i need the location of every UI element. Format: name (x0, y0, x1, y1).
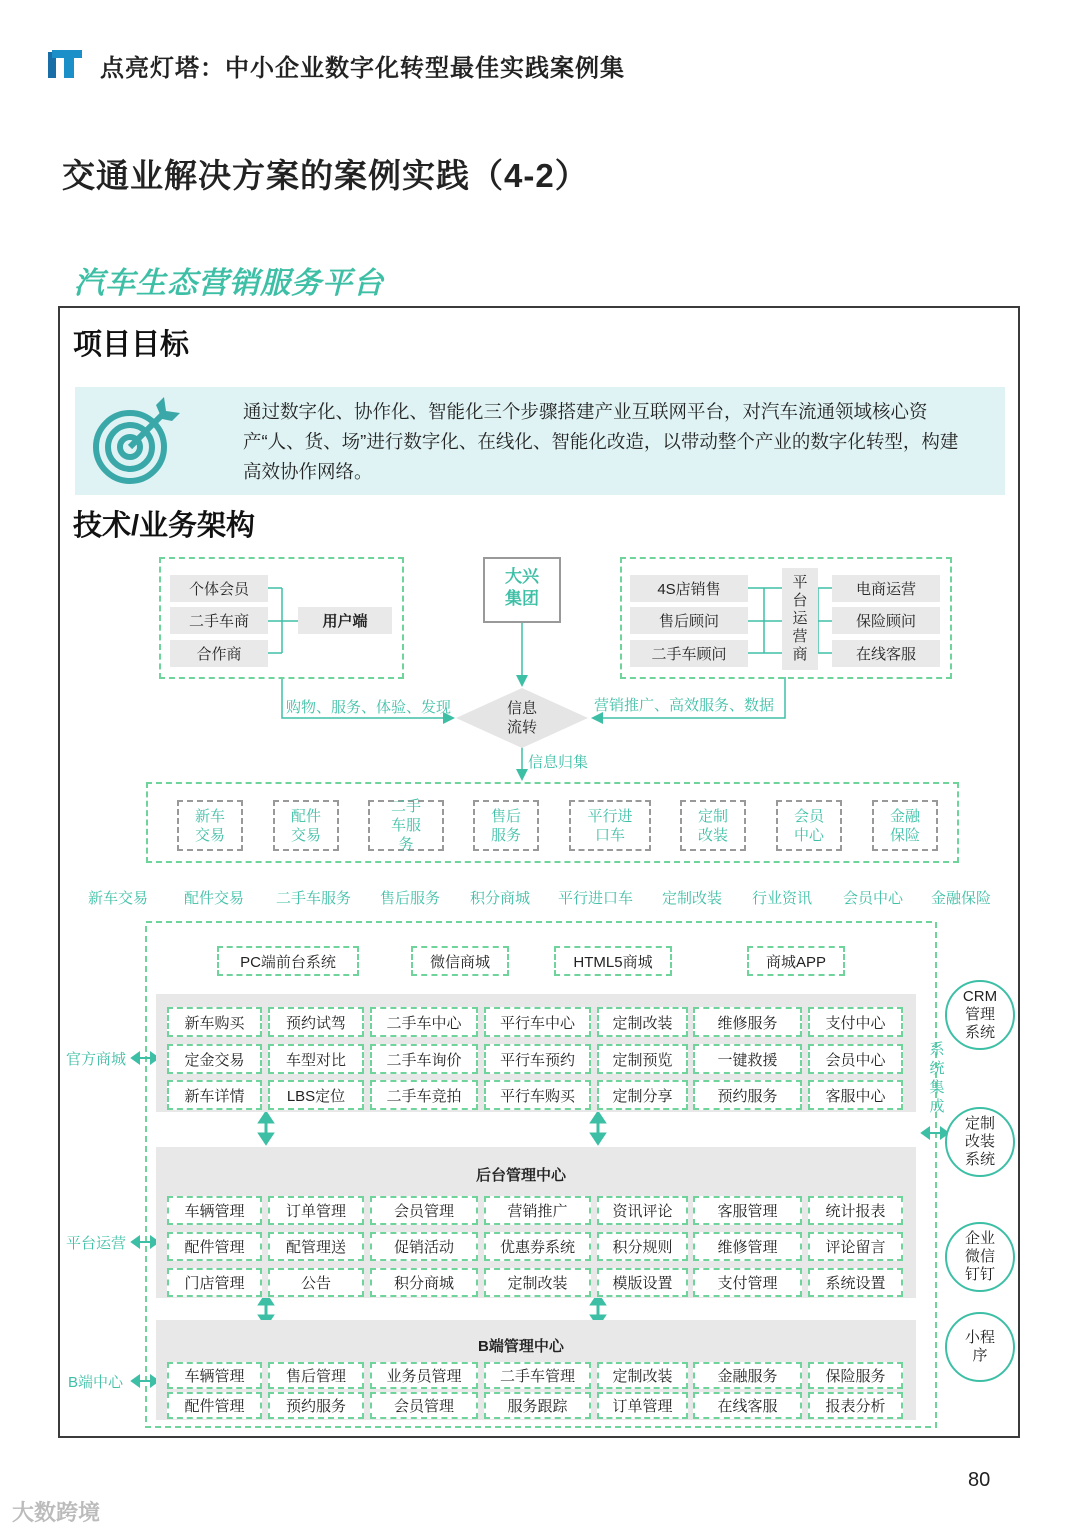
backend-cell: 定制改装 (484, 1268, 591, 1297)
bend-cell: 订单管理 (597, 1392, 688, 1419)
backend-cell: 营销推广 (484, 1196, 591, 1225)
mall-cell: 定制预览 (597, 1044, 688, 1074)
mall-cell: 维修服务 (693, 1007, 802, 1037)
business-finance-insurance: 金融保险 (872, 800, 938, 851)
backend-cell: 客服管理 (693, 1196, 802, 1225)
bend-cell: 二手车管理 (484, 1362, 591, 1389)
left-flow-label: 购物、服务、体验、发现 (286, 699, 452, 716)
section-subtitle: 汽车生态营销服务平台 (74, 267, 384, 300)
bend-cell: 在线客服 (693, 1392, 802, 1419)
backend-cell: 优惠券系统 (484, 1232, 591, 1261)
role-after-sales: 售后顾问 (630, 607, 748, 634)
backend-cell: 维修管理 (693, 1232, 802, 1261)
nav-parallel-import: 平行进口车 (558, 890, 634, 907)
role-used-car-advisor: 二手车顾问 (630, 640, 748, 667)
bend-cell: 配件管理 (167, 1392, 262, 1419)
group-label: 大兴集团 (505, 567, 539, 608)
info-collect-label: 信息归集 (528, 754, 589, 771)
platform-operator: 平台运营商 (782, 568, 818, 670)
bend-cell: 预约服务 (268, 1392, 364, 1419)
custom-mod-system: 定制改装系统 (945, 1107, 1015, 1177)
backend-cell: 配件管理 (167, 1232, 262, 1261)
role-insurance-advisor: 保险顾问 (832, 607, 940, 634)
goal-text: 通过数字化、协作化、智能化三个步骤搭建产业互联网平台，对汽车流通领域核心资产“人、货、场”进行数字化、在线化、智能化改造，以带动整个产业的数字化转型，构建高效协作网络。 (243, 401, 959, 482)
role-4s-sales: 4S店销售 (630, 575, 748, 602)
backend-cell: 订单管理 (268, 1196, 364, 1225)
side-label-bend: B端中心 (68, 1374, 124, 1391)
mall-cell: 定金交易 (167, 1044, 262, 1074)
system-pc: PC端前台系统 (217, 946, 359, 976)
nav-after-sales: 售后服务 (380, 890, 441, 907)
mall-cell: 平行车预约 (484, 1044, 591, 1074)
bend-cell: 业务员管理 (370, 1362, 478, 1389)
backend-cell: 积分商城 (370, 1268, 478, 1297)
business-customization: 定制改装 (680, 800, 746, 851)
bend-cell: 保险服务 (808, 1362, 903, 1389)
backend-cell: 配管理送 (268, 1232, 364, 1261)
bend-cell: 售后管理 (268, 1362, 364, 1389)
mall-cell: 客服中心 (808, 1080, 903, 1110)
backend-cell: 统计报表 (808, 1196, 903, 1225)
enterprise-wechat-dingtalk: 企业微信钉钉 (945, 1222, 1015, 1292)
header-title: 点亮灯塔：中小企业数字化转型最佳实践案例集 (100, 55, 625, 82)
crm-system: CRM管理系统 (945, 980, 1015, 1050)
mini-program: 小程序 (945, 1312, 1015, 1382)
nav-used-car: 二手车服务 (276, 890, 352, 907)
backend-cell: 支付管理 (693, 1268, 802, 1297)
system-integration-label: 系统集成 (929, 1041, 945, 1115)
nav-new-car: 新车交易 (88, 890, 149, 907)
bend-cell: 定制改装 (597, 1362, 688, 1389)
nav-customization: 定制改装 (662, 890, 723, 907)
backend-title: 后台管理中心 (476, 1167, 567, 1184)
mall-cell: 定制改装 (597, 1007, 688, 1037)
right-flow-label: 营销推广、高效服务、数据 (594, 697, 775, 714)
role-online-support: 在线客服 (832, 640, 940, 667)
business-parts: 配件交易 (273, 800, 339, 851)
mall-cell: 预约试驾 (268, 1007, 364, 1037)
nav-finance-insurance: 金融保险 (931, 890, 992, 907)
backend-cell: 资讯评论 (597, 1196, 688, 1225)
nav-parts: 配件交易 (184, 890, 245, 907)
info-flow-diamond: 信息流转 (506, 700, 537, 736)
backend-cell: 促销活动 (370, 1232, 478, 1261)
mall-cell: 二手车中心 (370, 1007, 478, 1037)
business-new-car: 新车交易 (177, 800, 243, 851)
bend-title: B端管理中心 (478, 1338, 564, 1355)
nav-industry-news: 行业资讯 (752, 890, 813, 907)
business-after-sales: 售后服务 (473, 800, 539, 851)
system-html5-mall: HTML5商城 (554, 946, 672, 976)
mall-cell: 新车购买 (167, 1007, 262, 1037)
mall-cell: 车型对比 (268, 1044, 364, 1074)
nav-points-mall: 积分商城 (470, 890, 531, 907)
bend-cell: 服务跟踪 (484, 1392, 591, 1419)
mall-cell: 平行车中心 (484, 1007, 591, 1037)
mall-cell: 一键救援 (693, 1044, 802, 1074)
member-used-car-dealer: 二手车商 (170, 607, 268, 634)
mall-cell: LBS定位 (268, 1080, 364, 1110)
mall-cell: 二手车竞拍 (370, 1080, 478, 1110)
mall-cell: 二手车询价 (370, 1044, 478, 1074)
bend-cell: 会员管理 (370, 1392, 478, 1419)
mall-cell: 预约服务 (693, 1080, 802, 1110)
mall-cell: 会员中心 (808, 1044, 903, 1074)
side-label-mall: 官方商城 (66, 1051, 127, 1068)
backend-cell: 模版设置 (597, 1268, 688, 1297)
mall-cell: 定制分享 (597, 1080, 688, 1110)
architecture-heading: 技术/业务架构 (73, 510, 256, 542)
page-title: 交通业解决方案的案例实践（4-2） (62, 157, 589, 194)
backend-cell: 车辆管理 (167, 1196, 262, 1225)
bend-cell: 报表分析 (808, 1392, 903, 1419)
backend-cell: 门店管理 (167, 1268, 262, 1297)
watermark: 大数跨境 (12, 1500, 101, 1525)
backend-cell: 系统设置 (808, 1268, 903, 1297)
page-number: 80 (968, 1469, 991, 1491)
backend-cell: 积分规则 (597, 1232, 688, 1261)
nav-membership: 会员中心 (843, 890, 904, 907)
bend-cell: 车辆管理 (167, 1362, 262, 1389)
mall-cell: 平行车购买 (484, 1080, 591, 1110)
business-parallel-import: 平行进口车 (569, 800, 651, 851)
backend-cell: 评论留言 (808, 1232, 903, 1261)
bend-cell: 金融服务 (693, 1362, 802, 1389)
member-individual: 个体会员 (170, 575, 268, 602)
side-label-platform: 平台运营 (66, 1235, 127, 1252)
business-used-car: 二手车服务 (368, 800, 444, 851)
mall-cell: 支付中心 (808, 1007, 903, 1037)
member-partner: 合作商 (170, 640, 268, 667)
goal-heading: 项目目标 (73, 329, 190, 361)
system-app: 商城APP (747, 946, 845, 976)
role-ecommerce-ops: 电商运营 (832, 575, 940, 602)
system-wechat-mall: 微信商城 (411, 946, 509, 976)
user-end-label: 用户端 (298, 607, 392, 634)
backend-cell: 公告 (268, 1268, 364, 1297)
business-membership: 会员中心 (776, 800, 842, 851)
mall-cell: 新车详情 (167, 1080, 262, 1110)
backend-cell: 会员管理 (370, 1196, 478, 1225)
